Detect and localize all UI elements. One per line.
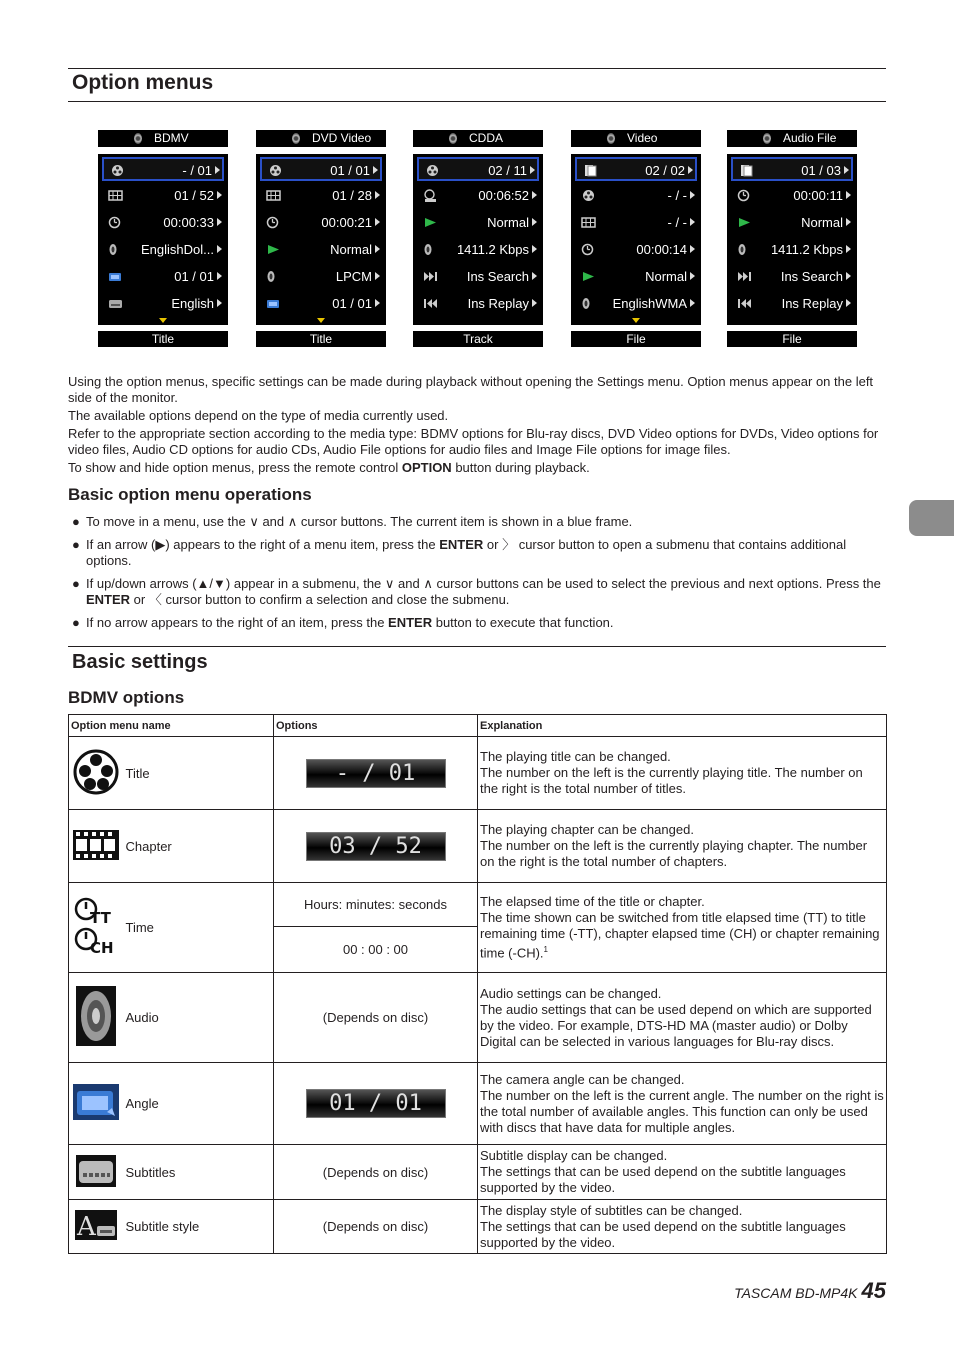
up-down-arrows-icon: ▲/▼ [196,576,226,591]
subtitle-style-icon [69,1200,124,1254]
osd-menu-item[interactable] [260,157,382,181]
chapter-icon [581,216,596,229]
audio-icon [581,297,596,310]
bullet-3-text: If up/down arrows (▲/▼) appear in a submenu, the ∨ and ∧ cursor buttons can be used to select the previous and next options. Press the ENTER or 〈 cursor button to confirm a selection and close the submenu. [86,576,881,607]
osd-header-label: Video [627,131,658,145]
osd-menu-item[interactable] [102,292,224,316]
audio-speaker-icon [69,973,124,1063]
bullet-dot: ● [72,514,80,529]
disc-icon [449,133,457,144]
option-name: Subtitle style [124,1200,274,1254]
explanation-line: The playing title can be changed. [480,749,671,764]
explanation-line: The audio settings that can be used depend on which are supported by the video. For example, DTS-HD MA (master audio) or Dolby Digital can be selected in various languages for Blu-ray discs. [480,1001,872,1049]
osd-item-value: Ins Search [780,269,843,284]
time-icon [581,243,596,256]
options-cell [274,737,478,810]
disc-icon [134,133,142,144]
submenu-arrow-icon [532,218,537,226]
heading-bdmv-options: BDMV options [68,688,185,707]
intro-p2: The available options depend on the type of media currently used. [68,408,449,423]
bullet-dot: ● [72,576,80,591]
osd-menu-item[interactable] [102,265,224,289]
osd-item-value: 00:00:11 [793,188,843,203]
heading-basic-settings: Basic settings [72,651,208,673]
play-icon [581,270,596,283]
osd-item-value: 01 / 01 [330,163,370,178]
osd-menu [727,154,857,325]
disc-icon [607,133,615,144]
audio-icon [737,243,752,256]
top-rule [68,68,886,69]
heading-rule [68,101,886,102]
osd-header [413,130,543,147]
chapter-icon [266,189,281,202]
replay-icon [737,297,752,310]
file-icon [739,164,754,177]
explanation-cell [478,973,887,1063]
submenu-arrow-icon [532,299,537,307]
osd-menu [413,154,543,325]
time-icon [737,189,752,202]
scroll-down-caret-icon [632,318,640,323]
disc-icon [292,133,300,144]
osd-item-value: Ins Replay [781,296,843,311]
options-cell [274,810,478,883]
submenu-arrow-icon [846,272,851,280]
table-row-audio [69,973,887,1063]
submenu-arrow-icon [373,166,378,174]
osd-item-value: 02 / 02 [645,163,685,178]
lcd-value-display: 01 / 01 [306,1089,446,1118]
explanation-line: The display style of subtitles can be changed. [480,1202,743,1218]
osd-menu [98,154,228,325]
search-icon [423,270,438,283]
title-icon [425,164,440,177]
osd-menu-item[interactable] [260,265,382,289]
osd-header-label: DVD Video [312,131,372,145]
submenu-arrow-icon [690,272,695,280]
table-row-angle [69,1063,887,1145]
submenu-arrow-icon [690,218,695,226]
intro-p3: Refer to the appropriate section according to the media type: BDMV options for Blu-ray discs, DVD Video options for DVDs, Video options for video files, Audio CD options for audio CDs, Audio File options for audio files and Image File options for image files. [68,426,879,457]
osd-item-value: LPCM [335,269,372,284]
intro-p1: Using the option menus, specific settings can be made during playback without opening the Settings menu. Option menus appear on the left side of the monitor. [68,374,874,405]
submenu-arrow-icon [532,245,537,253]
osd-item-value: English [171,296,214,311]
explanation-line: The number on the left is the currently playing chapter. The number on the right is the total number of chapters. [480,838,868,869]
option-name: Angle [124,1063,274,1145]
submenu-arrow-icon [217,218,222,226]
osd-header [571,130,701,147]
osd-header-label: CDDA [469,131,504,145]
osd-item-value: - / 01 [182,163,212,178]
explanation-cell [478,1063,887,1145]
osd-panel-audio-file [727,130,857,347]
table-row-subtitles [69,1145,887,1200]
osd-item-value: Ins Replay [467,296,529,311]
submenu-arrow-icon [530,166,535,174]
submenu-arrow-icon [375,218,380,226]
osd-menu-item[interactable] [731,157,853,181]
osd-header [98,130,228,147]
submenu-arrow-icon [217,272,222,280]
play-icon [266,243,281,256]
osd-menu [256,154,386,325]
title-reel-icon [69,737,124,810]
explanation-cell [478,1200,887,1254]
osd-menu-item[interactable] [102,184,224,208]
osd-menu-item[interactable] [731,265,853,289]
subtitle-icon [108,297,123,310]
svg-text:TT: TT [90,909,112,927]
submenu-arrow-icon [375,191,380,199]
option-value-example: 00 : 00 : 00 [274,927,478,973]
header-options: Options [274,715,478,737]
table-row-chapter [69,810,887,883]
play-icon [737,216,752,229]
submenu-arrow-icon [217,299,222,307]
osd-item-value: Normal [801,215,843,230]
scroll-down-caret-icon [317,318,325,323]
lcd-value-display: - / 01 [306,759,446,788]
footnote-marker: 1 [543,944,548,954]
explanation-line: The number on the left is the current angle. The number on the right is the total number of available angles. This function can only be used with discs that have data for multiple angles. [480,1087,884,1135]
explanation-cell [478,737,887,810]
submenu-arrow-icon [532,191,537,199]
bullet-2-text: If an arrow (▶) appears to the right of a menu item, press the ENTER or 〉 cursor button to open a submenu that contains additional options. [86,537,847,568]
angle-camera-icon [69,1063,124,1145]
submenu-arrow-icon [846,299,851,307]
explanation-line: The elapsed time of the title or chapter. [480,893,705,909]
time-icon [266,216,281,229]
bullet-4-text: If no arrow appears to the right of an item, press the ENTER button to execute that function. [86,615,614,630]
bullet-1-text: To move in a menu, use the ∨ and ∧ cursor buttons. The current item is shown in a blue frame. [86,514,633,529]
disc-icon [763,133,771,144]
osd-item-value: 00:00:33 [163,215,214,230]
options-cell [274,1145,478,1200]
subtitles-icon [69,1145,124,1200]
svg-text:CH: CH [90,939,114,957]
osd-item-value: Ins Search [466,269,529,284]
explanation-line: The time shown can be switched from title elapsed time (TT) to title remaining time (-TT), chapter elapsed time (CH) or chapter remaining time (-CH). [480,909,880,961]
osd-footer-label: Track [413,331,543,347]
osd-menu-item[interactable] [731,238,853,262]
intro-p4 [68,460,888,476]
submenu-arrow-icon [846,191,851,199]
intro-p4-pre: To show and hide option menus, press the remote control [68,460,402,475]
option-value: (Depends on disc) [322,1219,429,1234]
osd-footer-label: File [571,331,701,347]
svg-text:A: A [77,1212,97,1240]
file-icon [583,164,598,177]
play-arrow-icon: ▶ [155,537,166,552]
submenu-arrow-icon [690,245,695,253]
explanation-line: The settings that can be used depend on the subtitle languages supported by the video. [480,1218,846,1250]
time-tt-ch-icon [69,883,124,973]
heading-basic-operations: Basic option menu operations [68,485,312,504]
chapter-side-tab [909,500,954,536]
osd-menu-item[interactable] [575,292,697,316]
bullet-dot: ● [72,537,80,552]
intro-p4-bold: OPTION [401,460,452,475]
osd-menu-item[interactable] [575,265,697,289]
osd-menu-item[interactable] [575,157,697,181]
option-value: (Depends on disc) [322,1164,429,1180]
submenu-arrow-icon [217,191,222,199]
osd-header-label: Audio File [783,131,837,145]
osd-menu-item[interactable] [731,211,853,235]
table-header-row [69,715,887,737]
scroll-down-caret-icon [159,318,167,323]
submenu-arrow-icon [217,245,222,253]
submenu-arrow-icon [375,299,380,307]
osd-panel-bdmv [98,130,228,347]
options-cell [274,1063,478,1145]
osd-menu [571,154,701,325]
osd-menu-item[interactable] [260,238,382,262]
option-name: Subtitles [124,1145,274,1200]
osd-footer-label: Title [256,331,386,347]
lcd-value-display: 03 / 52 [306,832,446,861]
section-rule [68,646,886,647]
option-value: (Depends on disc) [322,1010,429,1025]
replay-icon [423,297,438,310]
bdmv-options-table [68,714,887,1254]
angle-icon [108,270,123,283]
submenu-arrow-icon [532,272,537,280]
options-cell [274,1200,478,1254]
bullet-1 [72,514,886,532]
submenu-arrow-icon [690,191,695,199]
osd-menu-item[interactable] [417,265,539,289]
option-name: Time [124,883,274,973]
header-option-menu-name: Option menu name [69,715,274,737]
osd-menu-item[interactable] [102,157,224,181]
submenu-arrow-icon [846,245,851,253]
table-row-time [69,883,887,927]
osd-item-value: 01 / 28 [332,188,372,203]
osd-item-value: 1411.2 Kbps [770,242,843,257]
submenu-arrow-icon [215,166,220,174]
osd-item-value: EnglishDol... [141,242,214,257]
osd-menu-item[interactable] [417,238,539,262]
osd-header-label: BDMV [154,131,189,145]
osd-menu-item[interactable] [575,238,697,262]
osd-item-value: 1411.2 Kbps [456,242,529,257]
bullet-4 [72,615,886,633]
search-icon [737,270,752,283]
osd-item-value: 00:00:21 [321,215,372,230]
bullet-2 [72,537,886,571]
osd-item-value: 00:06:52 [478,188,529,203]
explanation-line: The number on the left is the currently playing title. The number on the right is the total number of titles. [480,765,863,796]
osd-header [256,130,386,147]
audio-icon [423,243,438,256]
submenu-arrow-icon [375,245,380,253]
heading-option-menus: Option menus [72,71,214,94]
table-row-subtitle-style [69,1200,887,1254]
osd-item-value: EnglishWMA [612,296,687,311]
osd-panel-video [571,130,701,347]
osd-footer-label: Title [98,331,228,347]
option-name: Chapter [124,810,274,883]
osd-menu-item[interactable] [102,211,224,235]
osd-menu-item[interactable] [417,184,539,208]
footer-brand: TASCAM BD-MP4K [734,1285,858,1301]
osd-item-value: 01 / 52 [174,188,214,203]
time-icon [108,216,123,229]
osd-item-value: 01 / 01 [174,269,214,284]
osd-item-value: - / - [667,188,687,203]
submenu-arrow-icon [846,218,851,226]
option-name: Audio [124,973,274,1063]
option-name: Title [124,737,274,810]
disc-time-icon [423,189,438,202]
osd-menu-item[interactable] [731,184,853,208]
osd-menu-item[interactable] [102,238,224,262]
submenu-arrow-icon [690,299,695,307]
osd-item-value: - / - [667,215,687,230]
osd-panel-cdda [413,130,543,347]
osd-item-value: 01 / 01 [332,296,372,311]
angle-icon [266,297,281,310]
header-explanation: Explanation [478,715,887,737]
chapter-film-icon [69,810,124,883]
osd-menu-item[interactable] [260,184,382,208]
osd-menu-item[interactable] [731,292,853,316]
play-icon [423,216,438,229]
page-footer [734,1278,886,1304]
intro-p4-post: button during playback. [451,460,590,475]
osd-item-value: Normal [487,215,529,230]
explanation-line: Audio settings can be changed. [480,985,662,1001]
title-icon [581,189,596,202]
osd-item-value: 00:00:14 [636,242,687,257]
title-icon [268,164,283,177]
explanation-line: Subtitle display can be changed. [480,1148,668,1163]
osd-menu-item[interactable] [417,211,539,235]
osd-menu-item[interactable] [575,184,697,208]
explanation-line: The camera angle can be changed. [480,1071,685,1087]
osd-footer-label: File [727,331,857,347]
osd-item-value: 02 / 11 [488,163,527,178]
bullet-dot: ● [72,615,80,630]
submenu-arrow-icon [375,272,380,280]
osd-menu-item[interactable] [417,157,539,181]
osd-menu-item[interactable] [260,211,382,235]
osd-panel-dvd-video [256,130,386,347]
osd-header [727,130,857,147]
audio-icon [108,243,123,256]
osd-menu-item[interactable] [260,292,382,316]
osd-item-value: Normal [645,269,687,284]
explanation-line: The playing chapter can be changed. [480,822,694,837]
submenu-arrow-icon [688,166,693,174]
osd-item-value: Normal [330,242,372,257]
explanation-cell [478,1145,887,1200]
osd-menu-item[interactable] [417,292,539,316]
option-value: Hours: minutes: seconds [274,883,478,927]
intro-text [68,374,888,476]
title-icon [110,164,125,177]
table-row-title [69,737,887,810]
osd-menu-item[interactable] [575,211,697,235]
explanation-line: The settings that can be used depend on the subtitle languages supported by the video. [480,1164,846,1195]
options-cell [274,973,478,1063]
osd-item-value: 01 / 03 [801,163,841,178]
chapter-icon [108,189,123,202]
page-number: 45 [861,1278,886,1303]
audio-icon [266,270,281,283]
submenu-arrow-icon [844,166,849,174]
explanation-cell [478,883,887,973]
bullet-3 [72,576,886,610]
explanation-cell [478,810,887,883]
